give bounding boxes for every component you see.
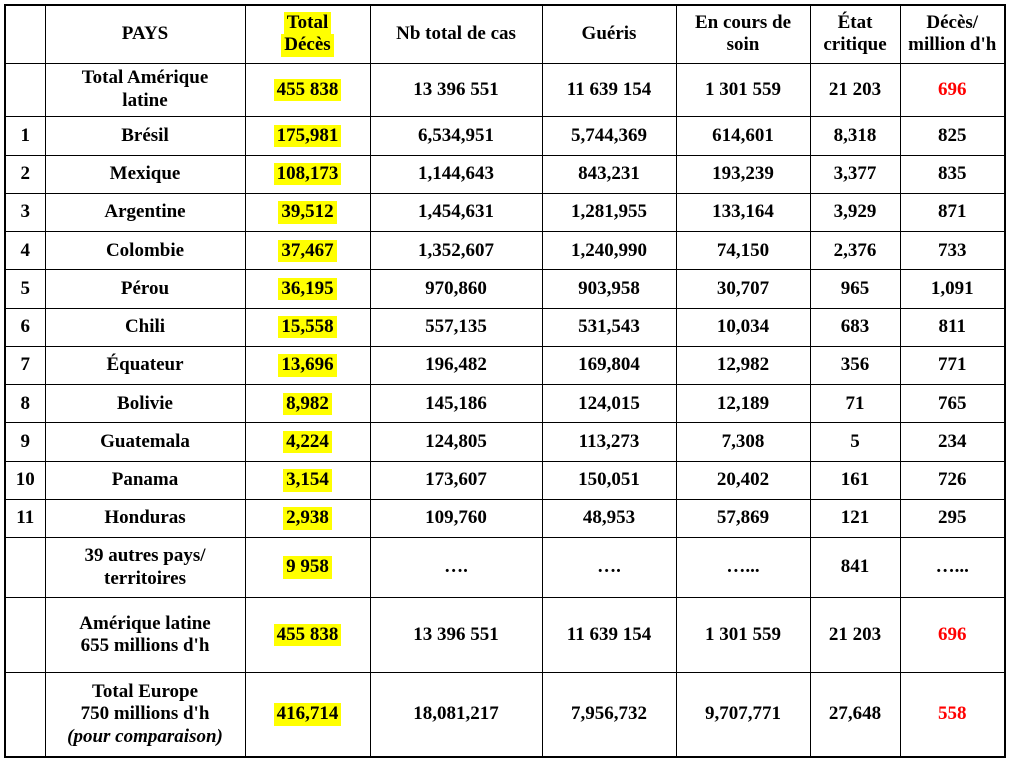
header-critical-line2: critique: [823, 34, 887, 56]
cell-rank: 8: [5, 385, 45, 423]
cell-europe-label: [45, 672, 245, 757]
cell-deaths-per-million: 825: [900, 117, 1005, 155]
table-row: [5, 232, 1005, 270]
cell-deaths: [245, 117, 370, 155]
table-row: [5, 155, 1005, 193]
cell-deaths-per-million: 726: [900, 461, 1005, 499]
cell-deaths-per-million: 765: [900, 385, 1005, 423]
cell-latin-america-label: [45, 598, 245, 672]
table-row: [5, 423, 1005, 461]
cell-cases: 124,805: [370, 423, 542, 461]
cell-active: 57,869: [676, 499, 810, 537]
cell-recovered: 169,804: [542, 346, 676, 384]
cell-total-deaths-value: 455 838: [274, 79, 342, 101]
header-active-cases-line2: soin: [726, 34, 760, 56]
header-country: PAYS: [45, 5, 245, 63]
cell-recovered: 113,273: [542, 423, 676, 461]
cell-critical: 965: [810, 270, 900, 308]
europe-line2: 750 millions d'h: [80, 703, 210, 725]
cell-active: 30,707: [676, 270, 810, 308]
cell-deaths-value: 9 958: [283, 556, 332, 578]
table-row: [5, 308, 1005, 346]
cell-deaths-value: 36,195: [278, 278, 336, 300]
cell-deaths: [245, 538, 370, 598]
cell-cases: 1,454,631: [370, 193, 542, 231]
cell-rank: 11: [5, 499, 45, 537]
cell-critical: 121: [810, 499, 900, 537]
table-row: [5, 117, 1005, 155]
cell-cases: 145,186: [370, 385, 542, 423]
cell-rank: 6: [5, 308, 45, 346]
cell-recovered: 531,543: [542, 308, 676, 346]
cell-deaths-per-million: 733: [900, 232, 1005, 270]
cell-country: Guatemala: [45, 423, 245, 461]
cell-critical: 27,648: [810, 672, 900, 757]
row-label-total-latin-america: [45, 63, 245, 117]
table-row-other-countries: [5, 538, 1005, 598]
header-active-cases-line1: En cours de: [694, 11, 792, 33]
europe-line1: Total Europe: [91, 680, 199, 702]
cell-deaths-value: 8,982: [283, 393, 332, 415]
cell-rank: 1: [5, 117, 45, 155]
cell-active: 9,707,771: [676, 672, 810, 757]
cell-country: Bolivie: [45, 385, 245, 423]
cell-critical: 161: [810, 461, 900, 499]
header-critical-line1: État: [837, 11, 873, 33]
cell-deaths-value: 416,714: [274, 703, 342, 725]
cell-active: 133,164: [676, 193, 810, 231]
cell-critical: 21 203: [810, 63, 900, 117]
cell-critical: 71: [810, 385, 900, 423]
cell-critical: 21 203: [810, 598, 900, 672]
header-deaths-per-million: [900, 5, 1005, 63]
cell-active: 614,601: [676, 117, 810, 155]
cell-other-countries-label: [45, 538, 245, 598]
cell-country: Mexique: [45, 155, 245, 193]
cell-deaths-per-million: 771: [900, 346, 1005, 384]
header-total-cases: Nb total de cas: [370, 5, 542, 63]
cell-cases: 557,135: [370, 308, 542, 346]
cell-recovered: 843,231: [542, 155, 676, 193]
cell-active: 12,189: [676, 385, 810, 423]
cell-deaths: [245, 598, 370, 672]
cell-rank: 7: [5, 346, 45, 384]
cell-recovered: 11 639 154: [542, 598, 676, 672]
cell-rank-empty: [5, 598, 45, 672]
header-row: [5, 5, 1005, 63]
row-label-line2: latine: [122, 89, 168, 111]
cell-critical: 3,929: [810, 193, 900, 231]
cell-cases: 970,860: [370, 270, 542, 308]
cell-country: Argentine: [45, 193, 245, 231]
cell-deaths-value: 37,467: [278, 240, 336, 262]
cell-country: Brésil: [45, 117, 245, 155]
cell-rank: 5: [5, 270, 45, 308]
cell-deaths-per-million: 1,091: [900, 270, 1005, 308]
table-header: [5, 5, 1005, 63]
table-body: [5, 63, 1005, 757]
cell-deaths-value: 108,173: [274, 163, 342, 185]
cell-deaths-per-million: …...: [900, 538, 1005, 598]
cell-cases: 18,081,217: [370, 672, 542, 757]
cell-deaths: [245, 308, 370, 346]
cell-recovered: 5,744,369: [542, 117, 676, 155]
table-row-europe-total: [5, 672, 1005, 757]
cell-deaths: [245, 232, 370, 270]
table-row-latin-america-total: [5, 598, 1005, 672]
header-rank: [5, 5, 45, 63]
cell-deaths-per-million: 558: [900, 672, 1005, 757]
cell-deaths-per-million: 234: [900, 423, 1005, 461]
cell-critical: 3,377: [810, 155, 900, 193]
cell-deaths-per-million: 835: [900, 155, 1005, 193]
header-total-deaths: [245, 5, 370, 63]
table-row: [5, 461, 1005, 499]
cell-rank: 3: [5, 193, 45, 231]
cell-deaths: [245, 155, 370, 193]
table-row: [5, 385, 1005, 423]
cell-deaths: [245, 346, 370, 384]
cell-critical: 5: [810, 423, 900, 461]
cell-country: Panama: [45, 461, 245, 499]
cell-recovered: 150,051: [542, 461, 676, 499]
cell-cases: 1,144,643: [370, 155, 542, 193]
cell-deaths: [245, 423, 370, 461]
cell-recovered: 48,953: [542, 499, 676, 537]
europe-line3: (pour comparaison): [67, 725, 223, 747]
row-label-line1: Total Amérique: [81, 67, 209, 89]
cell-deaths-value: 39,512: [278, 201, 336, 223]
cell-deaths-value: 2,938: [283, 507, 332, 529]
other-countries-line2: territoires: [104, 567, 186, 589]
table-row: [5, 499, 1005, 537]
cell-rank: 9: [5, 423, 45, 461]
cell-rank-empty: [5, 538, 45, 598]
cell-total-cases: 13 396 551: [370, 63, 542, 117]
cell-critical: 8,318: [810, 117, 900, 155]
cell-critical: 841: [810, 538, 900, 598]
cell-country: Chili: [45, 308, 245, 346]
table-row: [5, 346, 1005, 384]
cell-active: 1 301 559: [676, 63, 810, 117]
cell-deaths-value: 15,558: [278, 316, 336, 338]
row-rank-empty: [5, 63, 45, 117]
cell-recovered: 11 639 154: [542, 63, 676, 117]
latin-america-line2: 655 millions d'h: [80, 634, 210, 656]
cell-cases: 109,760: [370, 499, 542, 537]
header-deaths-per-million-line1: Décès/: [926, 11, 979, 33]
cell-cases: 1,352,607: [370, 232, 542, 270]
cell-deaths: [245, 270, 370, 308]
header-critical: [810, 5, 900, 63]
header-active-cases: [676, 5, 810, 63]
cell-deaths: [245, 193, 370, 231]
cell-recovered: 7,956,732: [542, 672, 676, 757]
cell-active: 10,034: [676, 308, 810, 346]
cell-critical: 683: [810, 308, 900, 346]
cell-deaths-per-million: 811: [900, 308, 1005, 346]
cell-deaths-value: 175,981: [274, 125, 342, 147]
cell-deaths-value: 3,154: [283, 469, 332, 491]
cell-deaths-value: 4,224: [283, 431, 332, 453]
cell-recovered: 1,240,990: [542, 232, 676, 270]
cell-active: 12,982: [676, 346, 810, 384]
cell-active: 193,239: [676, 155, 810, 193]
cell-active: 20,402: [676, 461, 810, 499]
cell-critical: 2,376: [810, 232, 900, 270]
cell-deaths-per-million: 295: [900, 499, 1005, 537]
cell-active: 7,308: [676, 423, 810, 461]
header-total-deaths-line2: Décès: [281, 34, 333, 56]
latin-america-line1: Amérique latine: [79, 612, 211, 634]
cell-deaths-value: 455 838: [274, 624, 342, 646]
cell-country: Colombie: [45, 232, 245, 270]
table-row-total-latin-america: [5, 63, 1005, 117]
cell-critical: 356: [810, 346, 900, 384]
cell-deaths: [245, 499, 370, 537]
header-deaths-per-million-line2: million d'h: [908, 34, 997, 56]
cell-active: 74,150: [676, 232, 810, 270]
cell-deaths-per-million: 871: [900, 193, 1005, 231]
cell-deaths: [245, 672, 370, 757]
cell-rank: 2: [5, 155, 45, 193]
table-row: [5, 193, 1005, 231]
cell-country: Honduras: [45, 499, 245, 537]
cell-cases: 6,534,951: [370, 117, 542, 155]
cell-recovered: 124,015: [542, 385, 676, 423]
cell-active: …...: [676, 538, 810, 598]
cell-cases: 196,482: [370, 346, 542, 384]
header-total-deaths-line1: Total: [284, 12, 332, 34]
cell-cases: ….: [370, 538, 542, 598]
cell-active: 1 301 559: [676, 598, 810, 672]
cell-cases: 13 396 551: [370, 598, 542, 672]
cell-rank-empty: [5, 672, 45, 757]
cell-cases: 173,607: [370, 461, 542, 499]
cell-recovered: ….: [542, 538, 676, 598]
cell-rank: 10: [5, 461, 45, 499]
cell-deaths-value: 13,696: [278, 354, 336, 376]
cell-recovered: 903,958: [542, 270, 676, 308]
cell-deaths: [245, 385, 370, 423]
covid-statistics-table: [4, 4, 1006, 758]
cell-total-deaths: [245, 63, 370, 117]
cell-recovered: 1,281,955: [542, 193, 676, 231]
cell-country: Équateur: [45, 346, 245, 384]
other-countries-line1: 39 autres pays/: [84, 545, 206, 567]
header-recovered: Guéris: [542, 5, 676, 63]
cell-rank: 4: [5, 232, 45, 270]
cell-deaths: [245, 461, 370, 499]
cell-deaths-per-million: 696: [900, 63, 1005, 117]
cell-deaths-per-million: 696: [900, 598, 1005, 672]
cell-country: Pérou: [45, 270, 245, 308]
table-row: [5, 270, 1005, 308]
